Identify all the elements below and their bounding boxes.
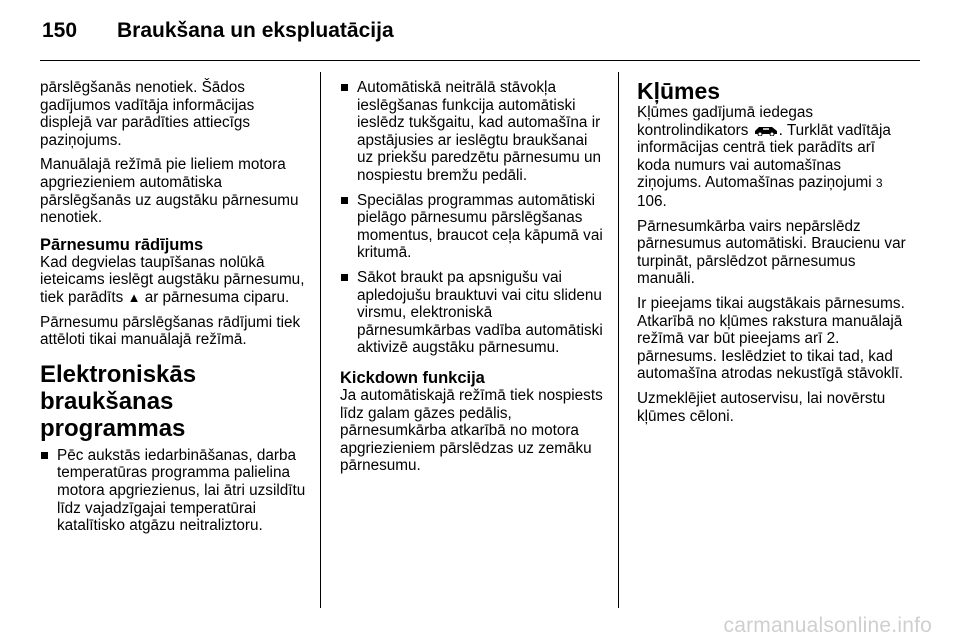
list-item: Sākot braukt pa apsnigušu vai apledojušu brauktuvi vai citu slidenu virsmu, elektroniskā pārnesumkārbas vadība automātiski aktivizē augstāku pārnesumu. — [340, 269, 604, 357]
section-heading-gear-indicator: Pārnesumu rādījums — [40, 235, 204, 254]
up-arrow-icon: ▲ — [127, 289, 141, 305]
page-header — [0, 0, 960, 60]
page-reference-arrow-icon[interactable]: 3 — [875, 176, 883, 191]
paragraph: Manuālajā režīmā pie lieliem motora apgriezieniem automātiska pārslēgšanās uz augstāku pārnesumu nenotiek. — [40, 156, 299, 227]
column-1 — [40, 79, 310, 542]
paragraph: Ir pieejams tikai augstākais pārnesums. Atkarībā no kļūmes rakstura manuālajā režīmā var būt pieejams arī 2. pārnesums. Ieslēdziet to tikai tad, kad automašīna atrodas nekustīgā stāvoklī. — [637, 294, 905, 383]
text-run: Kļūmes gadījumā iedegas kontrolindikators — [637, 104, 814, 139]
paragraph: Pārnesumu pārslēgšanas rādījumi tiek attēloti tikai manuālajā režīmā. — [40, 313, 301, 349]
list-item: Pēc aukstās iedarbināšanas, darba temperatūras programma palielina motora apgriezienus, lai ātri uzsildītu līdz vajadzīgajai temperatūrai katalītisko atgāzu neitraliztoru. — [40, 447, 310, 535]
watermark: carmanualsonline.info — [723, 614, 932, 637]
column-divider-2 — [618, 72, 619, 608]
paragraph: pārslēgšanās nenotiek. Šādos gadījumos vadītāja informācijas displejā var parādīties attiecīgs paziņojums. — [40, 79, 255, 149]
paragraph: Pārnesumkārba vairs nepārslēdz pārnesumus automātiski. Braucienu var turpināt, pārslēdzot pārnesumus manuāli. — [637, 217, 906, 288]
column-2 — [340, 79, 604, 482]
paragraph — [40, 254, 310, 307]
section-heading-kickdown: Kickdown funkcija — [340, 368, 485, 387]
text-run: . Turklāt vadītāja informācijas centrā tiek parādīts arī koda numurs vai automašīnas ziņojums. Automašīnas paziņojumi — [637, 121, 891, 192]
header-rule — [40, 60, 920, 61]
list-item: Speciālas programmas automātiski pielāgo pārnesumu pārslēgšanas momentus, braucot ceļa kāpumā vai kritumā. — [340, 192, 604, 262]
paragraph — [637, 104, 907, 211]
page-title: Braukšana un ekspluatācija — [117, 19, 394, 42]
text-run: Kad degvielas taupīšanas nolūkā ieteicams ieslēgt augstāku pārnesumu, tiek parādīts — [40, 253, 305, 306]
page-reference-link[interactable]: 106. — [637, 192, 667, 210]
list-item: Automātiskā neitrālā stāvokļa ieslēgšanas funkcija automātiski ieslēdz tukšgaitu, kad automašīna ir apstājusies ar ieslēgtu braukšanai uz priekšu paredzētu pārnesumu un nospiestu bremžu pedāli. — [340, 79, 604, 185]
bullet-list — [340, 79, 604, 357]
page-number: 150 — [42, 19, 78, 42]
car-service-lamp-icon — [753, 124, 779, 136]
section-heading-electronic-programs: Elektroniskās braukšanas programmas — [40, 360, 197, 442]
bullet-list — [40, 447, 310, 535]
section-heading-faults: Kļūmes — [637, 78, 721, 104]
column-3 — [637, 79, 907, 432]
paragraph: Uzmeklējiet autoservisu, lai novērstu kļūmes cēloni. — [637, 389, 886, 425]
column-divider-1 — [320, 72, 321, 608]
paragraph: Ja automātiskajā režīmā tiek nospiests līdz galam gāzes pedālis, pārnesumkārba atkarībā no motora apgriezieniem pārslēdzas uz zemāku pārnesumu. — [340, 386, 603, 475]
text-run: ar pārnesuma ciparu. — [140, 288, 290, 306]
